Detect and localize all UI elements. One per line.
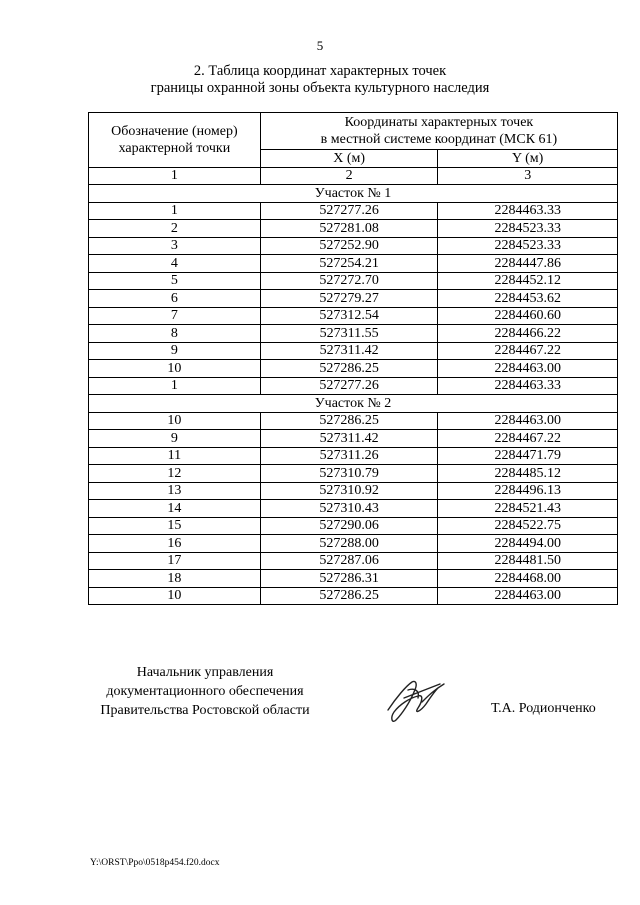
y-coordinate: 2284522.75 xyxy=(438,517,618,535)
point-number: 10 xyxy=(89,412,261,430)
header-coordinates xyxy=(260,113,617,150)
x-coordinate: 527287.06 xyxy=(260,552,438,570)
table-row xyxy=(89,587,618,605)
y-coordinate: 2284452.12 xyxy=(438,272,618,290)
y-coordinate: 2284468.00 xyxy=(438,570,618,588)
y-coordinate: 2284463.00 xyxy=(438,587,618,605)
table-row xyxy=(89,447,618,465)
x-coordinate: 527277.26 xyxy=(260,202,438,220)
table-row xyxy=(89,412,618,430)
x-coordinate: 527311.55 xyxy=(260,325,438,343)
table-row xyxy=(89,360,618,378)
column-number-3: 3 xyxy=(438,167,618,185)
point-number: 5 xyxy=(89,272,261,290)
point-number: 2 xyxy=(89,220,261,238)
header-x: X (м) xyxy=(260,150,438,168)
y-coordinate: 2284485.12 xyxy=(438,465,618,483)
y-coordinate: 2284467.22 xyxy=(438,430,618,448)
y-coordinate: 2284447.86 xyxy=(438,255,618,273)
table-row xyxy=(89,465,618,483)
table-row xyxy=(89,377,618,395)
y-coordinate: 2284467.22 xyxy=(438,342,618,360)
x-coordinate: 527310.79 xyxy=(260,465,438,483)
x-coordinate: 527311.26 xyxy=(260,447,438,465)
table-row xyxy=(89,482,618,500)
section-title: Участок № 2 xyxy=(89,395,618,413)
point-number: 4 xyxy=(89,255,261,273)
point-number: 10 xyxy=(89,587,261,605)
title-line-2: границы охранной зоны объекта культурного наследия xyxy=(150,80,490,96)
point-number: 8 xyxy=(89,325,261,343)
table-row xyxy=(89,220,618,238)
y-coordinate: 2284463.00 xyxy=(438,360,618,378)
signer-name: Т.А. Родионченко xyxy=(491,701,596,716)
document-title xyxy=(0,63,640,97)
table-row xyxy=(89,237,618,255)
signature-position xyxy=(80,663,330,720)
x-coordinate: 527311.42 xyxy=(260,342,438,360)
point-number: 11 xyxy=(89,447,261,465)
header-point-line-1: Обозначение (номер) xyxy=(111,123,238,139)
handwritten-signature xyxy=(378,668,458,728)
column-number-2: 2 xyxy=(260,167,438,185)
header-point-designation xyxy=(89,113,261,168)
point-number: 17 xyxy=(89,552,261,570)
table-row xyxy=(89,552,618,570)
x-coordinate: 527277.26 xyxy=(260,377,438,395)
point-number: 9 xyxy=(89,430,261,448)
y-coordinate: 2284481.50 xyxy=(438,552,618,570)
point-number: 13 xyxy=(89,482,261,500)
table-row xyxy=(89,535,618,553)
table-row xyxy=(89,290,618,308)
page-number: 5 xyxy=(316,38,324,53)
header-coords-line-2: в местной системе координат (МСК 61) xyxy=(320,132,558,147)
table-row xyxy=(89,307,618,325)
point-number: 10 xyxy=(89,360,261,378)
table-row xyxy=(89,202,618,220)
point-number: 6 xyxy=(89,290,261,308)
x-coordinate: 527310.43 xyxy=(260,500,438,518)
x-coordinate: 527310.92 xyxy=(260,482,438,500)
x-coordinate: 527312.54 xyxy=(260,307,438,325)
x-coordinate: 527286.25 xyxy=(260,360,438,378)
section-row xyxy=(89,395,618,413)
point-number: 15 xyxy=(89,517,261,535)
table-row xyxy=(89,517,618,535)
x-coordinate: 527281.08 xyxy=(260,220,438,238)
y-coordinate: 2284494.00 xyxy=(438,535,618,553)
x-coordinate: 527286.25 xyxy=(260,587,438,605)
table-row xyxy=(89,342,618,360)
x-coordinate: 527288.00 xyxy=(260,535,438,553)
table-body xyxy=(89,185,618,605)
table-row xyxy=(89,570,618,588)
table-row xyxy=(89,430,618,448)
coordinates-table xyxy=(88,112,618,605)
section-row xyxy=(89,185,618,203)
table-row xyxy=(89,272,618,290)
point-number: 14 xyxy=(89,500,261,518)
header-y: Y (м) xyxy=(438,150,618,168)
x-coordinate: 527286.25 xyxy=(260,412,438,430)
y-coordinate: 2284523.33 xyxy=(438,220,618,238)
column-number-1: 1 xyxy=(89,167,261,185)
y-coordinate: 2284521.43 xyxy=(438,500,618,518)
y-coordinate: 2284466.22 xyxy=(438,325,618,343)
file-path: Y:\ORST\Ppo\0518p454.f20.docx xyxy=(90,858,220,868)
x-coordinate: 527254.21 xyxy=(260,255,438,273)
point-number: 16 xyxy=(89,535,261,553)
point-number: 7 xyxy=(89,307,261,325)
y-coordinate: 2284523.33 xyxy=(438,237,618,255)
point-number: 3 xyxy=(89,237,261,255)
position-line-2: документационного обеспечения xyxy=(106,684,304,699)
point-number: 18 xyxy=(89,570,261,588)
x-coordinate: 527286.31 xyxy=(260,570,438,588)
y-coordinate: 2284460.60 xyxy=(438,307,618,325)
x-coordinate: 527279.27 xyxy=(260,290,438,308)
table-row xyxy=(89,255,618,273)
y-coordinate: 2284463.33 xyxy=(438,202,618,220)
y-coordinate: 2284496.13 xyxy=(438,482,618,500)
point-number: 1 xyxy=(89,377,261,395)
y-coordinate: 2284463.00 xyxy=(438,412,618,430)
point-number: 12 xyxy=(89,465,261,483)
x-coordinate: 527272.70 xyxy=(260,272,438,290)
x-coordinate: 527290.06 xyxy=(260,517,438,535)
point-number: 9 xyxy=(89,342,261,360)
header-point-line-2: характерной точки xyxy=(118,140,231,156)
point-number: 1 xyxy=(89,202,261,220)
y-coordinate: 2284471.79 xyxy=(438,447,618,465)
table-row xyxy=(89,500,618,518)
y-coordinate: 2284453.62 xyxy=(438,290,618,308)
position-line-1: Начальник управления xyxy=(136,665,274,680)
x-coordinate: 527252.90 xyxy=(260,237,438,255)
section-title: Участок № 1 xyxy=(89,185,618,203)
header-coords-line-1: Координаты характерных точек xyxy=(344,115,534,130)
position-line-3: Правительства Ростовской области xyxy=(100,703,310,718)
title-line-1: 2. Таблица координат характерных точек xyxy=(193,63,447,79)
x-coordinate: 527311.42 xyxy=(260,430,438,448)
table-row xyxy=(89,325,618,343)
y-coordinate: 2284463.33 xyxy=(438,377,618,395)
